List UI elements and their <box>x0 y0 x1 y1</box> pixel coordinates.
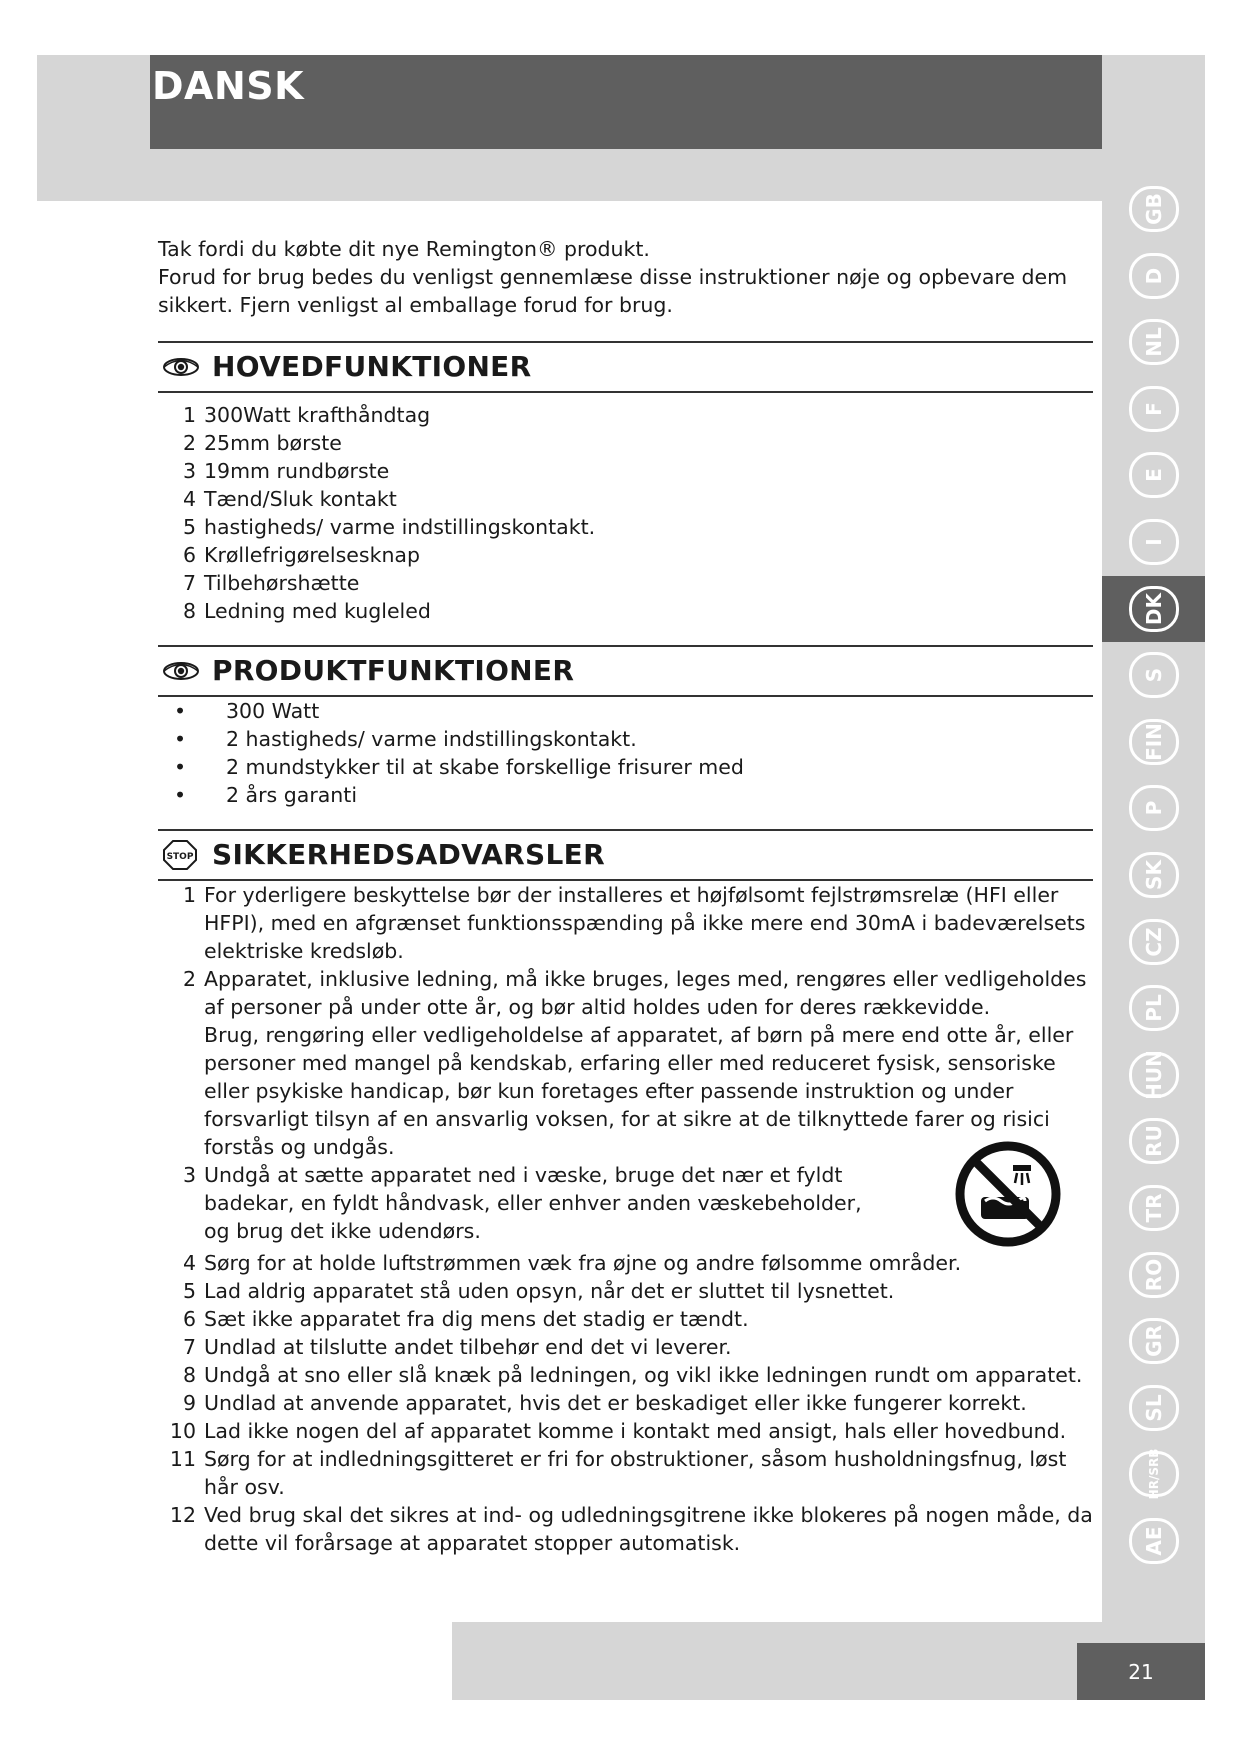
list-item: 1 300Watt krafthåndtag <box>182 403 431 427</box>
language-code: SK <box>1141 860 1166 890</box>
page-number: 21 <box>1077 1643 1205 1700</box>
language-badge <box>1129 386 1179 432</box>
language-code: D <box>1141 267 1166 285</box>
language-badge <box>1129 785 1179 831</box>
eye-icon <box>162 657 202 685</box>
language-code: HUN <box>1141 1050 1166 1100</box>
language-badge <box>1129 985 1179 1031</box>
list-item: 4 Tænd/Sluk kontakt <box>182 487 397 511</box>
section-title: HOVEDFUNKTIONER <box>212 350 532 383</box>
list-item: 1 For yderligere beskyttelse bør der installeres et højfølsomt fejlstrømsrelæ (HFI eller HFPI), med en afgrænset funktionsspænding på ikke mere end 30mA i badeværelsets elektriske kredsløb. <box>182 883 1086 963</box>
language-code: TR <box>1141 1193 1166 1223</box>
list-item: 4 Sørg for at holde luftstrømmen væk fra øjne og andre følsomme områder. <box>182 1251 962 1275</box>
language-badge <box>1129 719 1179 765</box>
language-badge <box>1129 586 1179 632</box>
language-code: CZ <box>1141 927 1166 957</box>
language-tab-gr[interactable] <box>1102 1308 1205 1374</box>
language-badge <box>1129 919 1179 965</box>
section-title: SIKKERHEDSADVARSLER <box>212 838 605 871</box>
list-item: • 2 mundstykker til at skabe forskellige frisurer med <box>174 755 744 779</box>
language-badge <box>1129 1448 1179 1500</box>
stop-icon <box>162 841 202 869</box>
language-code: SL <box>1141 1394 1166 1422</box>
language-tab-cz[interactable] <box>1102 909 1205 975</box>
language-badge <box>1129 1385 1179 1431</box>
list-item: 6 Sæt ikke apparatet fra dig mens det stadig er tændt. <box>182 1307 749 1331</box>
language-tab-sk[interactable] <box>1102 842 1205 908</box>
intro-line: Tak fordi du købte dit nye Remington® produkt. <box>158 237 650 261</box>
language-code: GR <box>1141 1325 1166 1357</box>
language-badge <box>1129 1052 1179 1098</box>
language-badge <box>1129 1518 1179 1564</box>
language-badge <box>1129 1185 1179 1231</box>
language-code: F <box>1141 402 1166 416</box>
language-badge <box>1129 319 1179 365</box>
language-code: P <box>1141 800 1166 816</box>
language-code: E <box>1141 468 1166 482</box>
language-tab-ro[interactable] <box>1102 1242 1205 1308</box>
language-tab-hun[interactable] <box>1102 1042 1205 1108</box>
list-item: 12 Ved brug skal det sikres at ind- og udledningsgitrene ikke blokeres på nogen måde, da dette vil forårsage at apparatet stopper automatisk. <box>169 1503 1093 1555</box>
list-item: • 2 hastigheds/ varme indstillingskontakt. <box>174 727 637 751</box>
language-tab-d[interactable] <box>1102 243 1205 309</box>
language-code: PL <box>1141 994 1166 1022</box>
eye-icon <box>162 353 202 381</box>
intro <box>158 235 1093 319</box>
list-item: 7 Undlad at tilslutte andet tilbehør end det vi leverer. <box>182 1335 732 1359</box>
language-badge <box>1129 253 1179 299</box>
language-code: GB <box>1141 193 1166 225</box>
language-code: S <box>1141 667 1166 683</box>
language-tab-i[interactable] <box>1102 509 1205 575</box>
language-code: AE <box>1141 1526 1166 1556</box>
section-title: PRODUKTFUNKTIONER <box>212 654 575 687</box>
list-item: 8 Ledning med kugleled <box>182 599 431 623</box>
language-code: NL <box>1141 327 1166 357</box>
footer-band <box>452 1622 1102 1700</box>
language-code: DK <box>1141 592 1166 626</box>
language-tab-p[interactable] <box>1102 775 1205 841</box>
language-tab-gb[interactable] <box>1102 176 1205 242</box>
list-item: 11 Sørg for at indledningsgitteret er fri for obstruktioner, såsom husholdningsfnug, løst hår osv. <box>169 1447 1067 1499</box>
language-code: FIN <box>1141 723 1166 761</box>
language-tab-ru[interactable] <box>1102 1108 1205 1174</box>
language-tab-nl[interactable] <box>1102 309 1205 375</box>
language-badge <box>1129 852 1179 898</box>
section-header-product-features <box>158 645 1093 697</box>
language-badge <box>1129 1252 1179 1298</box>
language-tab-hr-srb[interactable] <box>1102 1441 1205 1507</box>
language-badge <box>1129 452 1179 498</box>
language-tab-s[interactable] <box>1102 642 1205 708</box>
language-tab-tr[interactable] <box>1102 1175 1205 1241</box>
main-features-list <box>158 401 1093 625</box>
language-tab-f[interactable] <box>1102 376 1205 442</box>
list-item: 7 Tilbehørshætte <box>182 571 360 595</box>
language-badge <box>1129 1118 1179 1164</box>
list-item: 3 19mm rundbørste <box>182 459 390 483</box>
page-title: DANSK <box>152 64 305 108</box>
product-features-list <box>158 697 1093 809</box>
language-tab-pl[interactable] <box>1102 975 1205 1041</box>
list-item: 2 25mm børste <box>182 431 342 455</box>
list-item: 3 Undgå at sætte apparatet ned i væske, bruge det nær et fyldt badekar, en fyldt håndvask, eller enhver anden væskebeholder, og brug det ikke udendørs. <box>158 1161 1093 1249</box>
language-tab-fin[interactable] <box>1102 709 1205 775</box>
list-item: 2 Apparatet, inklusive ledning, må ikke bruges, leges med, rengøres eller vedligeholdes af personer på under otte år, og bør altid holdes uden for deres rækkevidde. Brug, rengøring eller vedligeholdelse af apparatet, af børn på mere end otte år, eller personer med mangel på kendskab, erfaring eller med reduceret fysisk, sensoriske eller psykiske handicap, bør kun foretages efter passende instruktion og under forsvarligt tilsyn af en ansvarlig voksen, for at sikre at de tilknyttede farer og risici forstås og undgås. <box>182 967 1087 1159</box>
list-item: • 300 Watt <box>174 699 320 723</box>
language-badge <box>1129 652 1179 698</box>
list-item: 10 Lad ikke nogen del af apparatet komme i kontakt med ansigt, hals eller hovedbund. <box>169 1419 1067 1443</box>
language-badge <box>1129 519 1179 565</box>
list-item: 8 Undgå at sno eller slå knæk på ledningen, og vikl ikke ledningen rundt om apparatet. <box>182 1363 1083 1387</box>
language-code: HR/SRB <box>1146 1448 1161 1500</box>
language-tab-dk[interactable] <box>1102 576 1205 642</box>
svg-text:STOP: STOP <box>166 852 194 862</box>
language-badge <box>1129 1318 1179 1364</box>
list-item: 6 Krøllefrigørelsesknap <box>182 543 421 567</box>
safety-warnings-list <box>158 881 1093 1557</box>
section-header-safety <box>158 829 1093 881</box>
manual-content <box>158 235 1093 1557</box>
section-header-main-features <box>158 341 1093 393</box>
language-tab-ae[interactable] <box>1102 1508 1205 1574</box>
intro-line: Forud for brug bedes du venligst gennemlæse disse instruktioner nøje og opbevare dem sikkert. Fjern venligst al emballage forud for brug. <box>158 265 1068 317</box>
list-item: 5 Lad aldrig apparatet stå uden opsyn, når det er sluttet til lysnettet. <box>182 1279 895 1303</box>
language-tab-sl[interactable] <box>1102 1375 1205 1441</box>
no-water-icon <box>953 1139 1063 1249</box>
language-tabs <box>1102 176 1205 1596</box>
language-tab-e[interactable] <box>1102 442 1205 508</box>
list-item: • 2 års garanti <box>174 783 358 807</box>
language-badge <box>1129 186 1179 232</box>
list-item: 9 Undlad at anvende apparatet, hvis det er beskadiget eller ikke fungerer korrekt. <box>182 1391 1027 1415</box>
language-code: RO <box>1141 1258 1166 1292</box>
list-item: 5 hastigheds/ varme indstillingskontakt. <box>182 515 596 539</box>
language-code: I <box>1141 538 1166 546</box>
language-code: RU <box>1141 1125 1166 1157</box>
